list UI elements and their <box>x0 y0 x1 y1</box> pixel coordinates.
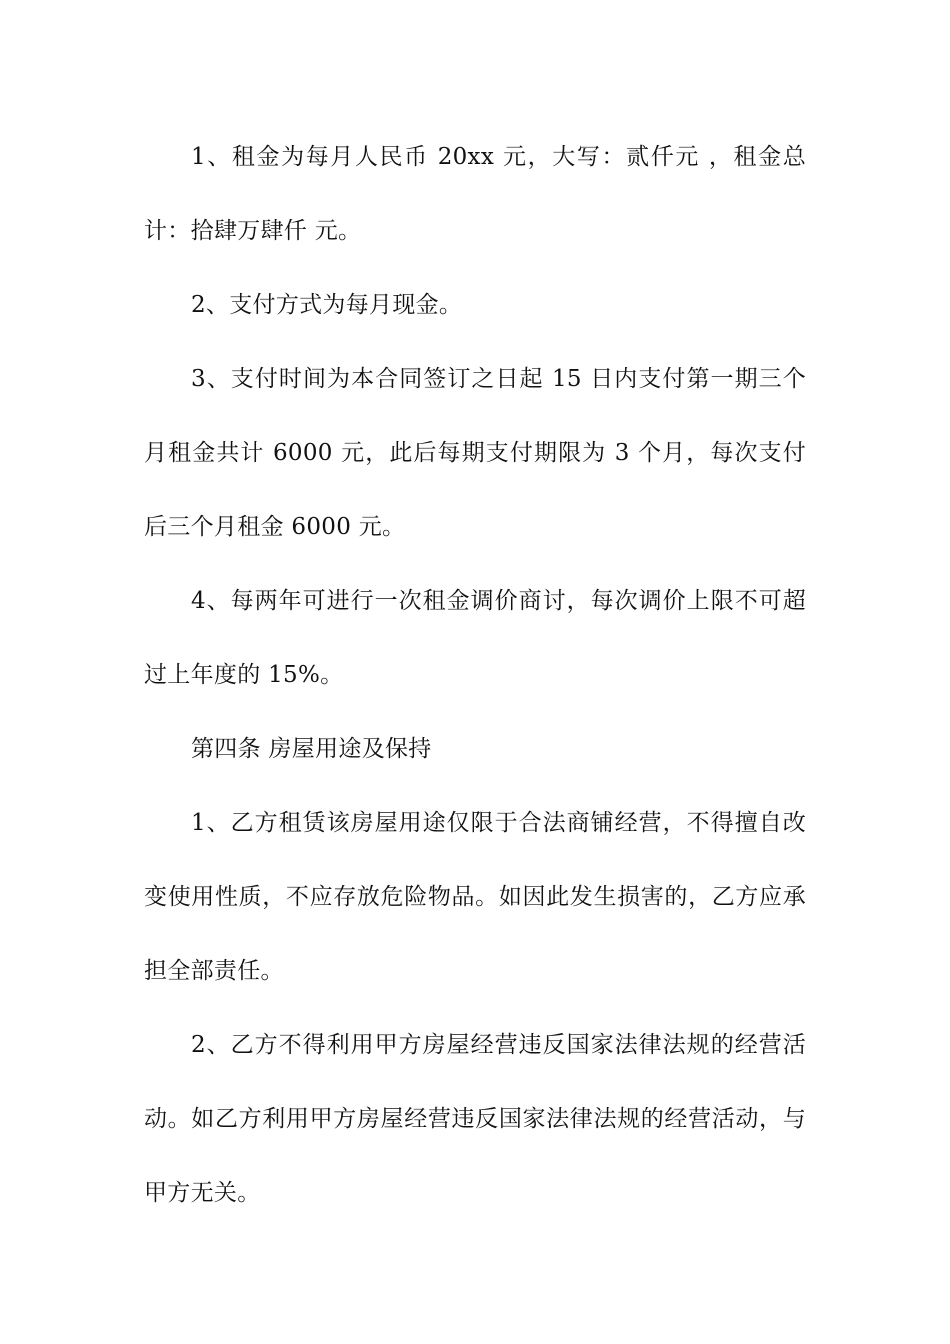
paragraph-legal-compliance: 2、乙方不得利用甲方房屋经营违反国家法律法规的经营活动。如乙方利用甲方房屋经营违反国家法律法规的经营活动，与甲方无关。 <box>144 1032 806 1206</box>
section-heading-article-4: 第四条 房屋用途及保持 <box>191 736 432 762</box>
paragraph-usage-restriction: 1、乙方租赁该房屋用途仅限于合法商铺经营，不得擅自改变使用性质，不应存放危险物品。如因此发生损害的，乙方应承担全部责任。 <box>144 810 806 984</box>
paragraph-rent-amount: 1、租金为每月人民币 20xx 元，大写：贰仟元 ，租金总计：拾肆万肆仟 元。 <box>144 144 806 244</box>
document-body <box>144 120 806 1230</box>
paragraph-payment-method: 2、支付方式为每月现金。 <box>191 292 463 318</box>
paragraph-rent-adjustment: 4、每两年可进行一次租金调价商讨，每次调价上限不可超过上年度的 15%。 <box>144 588 806 688</box>
paragraph-payment-time: 3、支付时间为本合同签订之日起 15 日内支付第一期三个月租金共计 6000 元，此后每期支付期限为 3 个月，每次支付后三个月租金 6000 元。 <box>144 366 806 540</box>
